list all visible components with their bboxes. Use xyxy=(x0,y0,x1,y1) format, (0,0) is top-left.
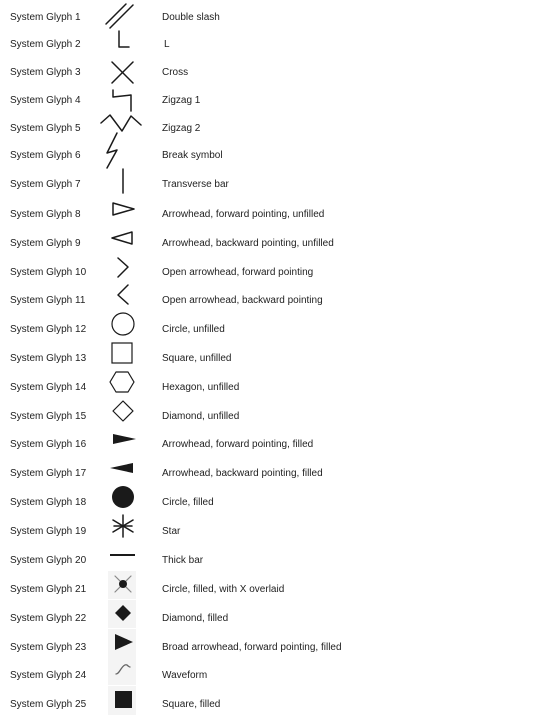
glyph-name: System Glyph 14 xyxy=(10,382,87,393)
glyph-row-15 xyxy=(0,405,539,429)
glyph-row-2 xyxy=(0,33,539,57)
glyph-name: System Glyph 16 xyxy=(10,439,87,450)
glyph-description: Star xyxy=(162,526,181,537)
glyph-name: System Glyph 5 xyxy=(10,123,81,134)
glyph-description: Open arrowhead, forward pointing xyxy=(162,267,314,278)
glyph-name: System Glyph 2 xyxy=(10,39,81,50)
glyph-description: Circle, filled, with X overlaid xyxy=(162,584,285,595)
glyph-description: Arrowhead, forward pointing, filled xyxy=(162,439,314,450)
glyph-description: Arrowhead, backward pointing, filled xyxy=(162,468,323,479)
glyph-description: Break symbol xyxy=(162,150,223,161)
glyph-name: System Glyph 7 xyxy=(10,179,81,190)
glyph-row-7 xyxy=(0,173,539,197)
glyph-row-8 xyxy=(0,203,539,227)
glyph-row-3 xyxy=(0,61,539,85)
glyph-name: System Glyph 15 xyxy=(10,411,87,422)
glyph-name: System Glyph 6 xyxy=(10,150,81,161)
glyph-name: System Glyph 13 xyxy=(10,353,87,364)
glyph-row-18 xyxy=(0,491,539,515)
glyph-row-14 xyxy=(0,376,539,400)
glyph-description: Square, filled xyxy=(162,699,221,710)
glyph-row-6 xyxy=(0,144,539,168)
glyph-row-20 xyxy=(0,549,539,573)
glyph-name: System Glyph 18 xyxy=(10,497,87,508)
glyph-description: Transverse bar xyxy=(162,179,229,190)
glyph-description: Thick bar xyxy=(162,555,204,566)
glyph-row-5 xyxy=(0,117,539,141)
glyph-name: System Glyph 24 xyxy=(10,670,87,681)
glyph-description: Double slash xyxy=(162,12,220,23)
glyph-name: System Glyph 9 xyxy=(10,238,81,249)
glyph-name: System Glyph 11 xyxy=(10,295,86,306)
glyph-row-4 xyxy=(0,89,539,113)
glyph-name: System Glyph 12 xyxy=(10,324,87,335)
glyph-description: Circle, unfilled xyxy=(162,324,225,335)
glyph-description: Zigzag 1 xyxy=(162,95,201,106)
glyph-row-21 xyxy=(0,578,539,602)
glyph-name: System Glyph 1 xyxy=(10,12,81,23)
glyph-row-9 xyxy=(0,232,539,256)
square-filled-icon xyxy=(100,687,144,723)
glyph-row-25 xyxy=(0,693,539,717)
glyph-name: System Glyph 25 xyxy=(10,699,87,710)
glyph-description: Broad arrowhead, forward pointing, filled xyxy=(162,642,342,653)
glyph-description: Arrowhead, backward pointing, unfilled xyxy=(162,238,334,249)
glyph-description: Diamond, unfilled xyxy=(162,411,240,422)
glyph-row-16 xyxy=(0,433,539,457)
glyph-row-23 xyxy=(0,636,539,660)
glyph-name: System Glyph 22 xyxy=(10,613,87,624)
glyph-row-19 xyxy=(0,520,539,544)
glyph-description: Circle, filled xyxy=(162,497,214,508)
glyph-name: System Glyph 21 xyxy=(10,584,87,595)
glyph-name: System Glyph 19 xyxy=(10,526,87,537)
glyph-description: Square, unfilled xyxy=(162,353,232,364)
glyph-row-22 xyxy=(0,607,539,631)
glyph-name: System Glyph 20 xyxy=(10,555,87,566)
glyph-description: Waveform xyxy=(162,670,208,681)
glyph-description: Hexagon, unfilled xyxy=(162,382,240,393)
glyph-description: Cross xyxy=(162,67,189,78)
glyph-name: System Glyph 17 xyxy=(10,468,87,479)
glyph-row-11 xyxy=(0,289,539,313)
glyph-name: System Glyph 23 xyxy=(10,642,87,653)
glyph-row-12 xyxy=(0,318,539,342)
glyph-description: Open arrowhead, backward pointing xyxy=(162,295,323,306)
glyph-row-1 xyxy=(0,6,539,30)
glyph-row-24 xyxy=(0,664,539,688)
glyph-row-17 xyxy=(0,462,539,486)
glyph-name: System Glyph 10 xyxy=(10,267,87,278)
glyph-description: Zigzag 2 xyxy=(162,123,201,134)
glyph-name: System Glyph 8 xyxy=(10,209,81,220)
glyph-description: Diamond, filled xyxy=(162,613,229,624)
glyph-description: L xyxy=(164,39,170,50)
glyph-description: Arrowhead, forward pointing, unfilled xyxy=(162,209,325,220)
glyph-name: System Glyph 4 xyxy=(10,95,81,106)
glyph-name: System Glyph 3 xyxy=(10,67,81,78)
glyph-row-10 xyxy=(0,261,539,285)
glyph-row-13 xyxy=(0,347,539,371)
